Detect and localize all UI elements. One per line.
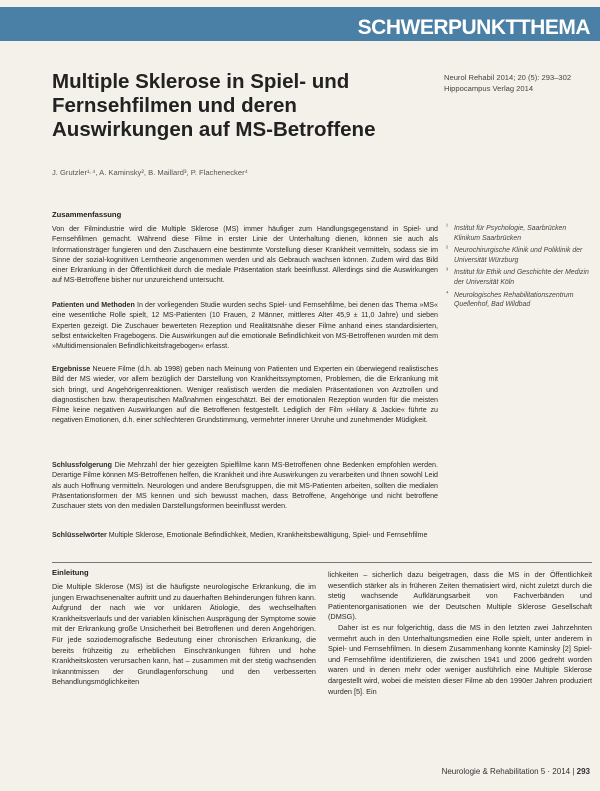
section-divider [52,562,592,563]
author-list: J. Grutzler¹·⁴, A. Kaminsky², B. Maillard³, P. Flachenecker⁴ [52,168,248,177]
affiliation-item [446,291,592,310]
affiliation-marker: ⁴ [446,290,449,297]
intro-heading: Einleitung [52,568,89,577]
affiliations [446,224,592,313]
affiliation-marker: ¹ [446,224,448,230]
affiliation-item [446,268,592,287]
page-number: 293 [576,767,590,776]
keywords-text: Multiple Sklerose, Emotionale Befindlichkeit, Medien, Krankheitsbewältigung, Spiel- und Fernsehfilme [108,531,428,539]
abstract-conclusion-text: Die Mehrzahl der hier gezeigten Spielfilme kann MS-Betroffenen ohne Bedenken empfohlen werden. Derartige Filme können MS-Betroffenen helfen, die Krankheit und ihre Auswirkungen zu verarbeiten und Ihnen sowohl Leid als auch Hoffnung vermitteln. Neurologen und andere Berufsgruppen, die mit MS-Patienten arbeiten, sollten die medialen Präsentationsformen der MS kennen und sich bewusst machen, dass Betroffene, Angehörige und nicht betroffene Zuschauer stets von den medialen Darstellungsformen beeinflusst werden. [52,461,438,511]
publisher: Hippocampus Verlag 2014 [444,84,534,93]
affiliation-item [446,246,592,265]
page-footer: Neurologie & Rehabilitation 5 · 2014 | 293 [441,767,590,776]
abstract-conclusion-label: Schlussfolgerung [52,461,112,469]
abstract-heading: Zusammenfassung [52,210,122,219]
affiliation-text: Institut für Ethik und Geschichte der Medizin der Universität Köln [454,269,589,286]
affiliation-marker: ³ [446,268,448,275]
keywords [52,530,438,540]
section-label: SCHWERPUNKTTHEMA [357,16,590,39]
body-paragraph: Daher ist es nur folgerichtig, dass die MS in den letzten zwei Jahrzehnten vermehrt auch in den Unterhaltungsmedien eine Rolle spielt, unter anderem in Spiel- und Fernsehfilmen. In diesem Zusammenhang konnte Kaminsky [2] Spiel- und Fernsehfilme identifizieren, die zwischen 1941 und 2006 gedreht worden waren und in denen mehr oder weniger ausführlich eine Multiple Sklerose dargestellt wird, wobei die meisten dieser Filme ab den 1990er Jahren produziert wurden [5]. Ein [328,622,592,696]
keywords-label: Schlüsselwörter [52,531,107,539]
affiliation-item [446,224,592,243]
affiliation-text: Neurochirurgische Klinik und Poliklinik der Universität Würzburg [454,247,583,264]
abstract-intro-text: Von der Filmindustrie wird die Multiple Sklerose (MS) immer häufiger zum Handlungsgegenstand in Spiel- und Fernsehfilmen gemacht. Während diese Filme in erster Linie der Unterhaltung dienen, können sie auch als Informationsträger fungieren und den Zuschauern eine bestimmte Vorstellung dieser Krankheit vermitteln, sodass sie im Sinne der sozial-kognitiven Lerntheorie angenommen werden und als Gebrauch wachsen können. Zudem wird das Bild einer Erkrankung in der Öffentlichkeit durch die mediale Präsentation stark beeinflusst. Allerdings sind die Auswirkungen auf MS-Betroffene bisher nur unzureichend untersucht. [52,225,438,285]
abstract-methods-label: Patienten und Methoden [52,301,135,309]
abstract-paragraph [52,300,438,351]
abstract-methods-text: In der vorliegenden Studie wurden sechs Spiel- und Fernsehfilme, bei denen das Thema »MS« eine wesentliche Rolle spielt, 12 MS-Patienten (10 Frauen, 2 Männer, mittleres Alter 45,9 ± 11,0 Jahre) und sieben Experten gezeigt. Die Zuschauer bewerteten Rezeption und Realitätsnähe dieser Filme anhand eines standardisierten, selbst entwickelten Fragebogens. Die Auswirkungen auf die emotionale Befindlichkeit von MS-Betroffenen wurden mit dem »Multidimensionalen Befindlichkeitsfragebogen« erfasst. [52,301,438,351]
article-title: Multiple Sklerose in Spiel- und Fernsehfilmen und deren Auswirkungen auf MS-Betroffene [52,70,376,141]
journal-name: Neurologie & Rehabilitation 5 · 2014 [441,767,571,776]
affiliation-text: Institut für Psychologie, Saarbrücken Klinikum Saarbrücken [454,225,567,242]
citation: Neurol Rehabil 2014; 20 (5): 293–302 [444,73,572,82]
affiliation-marker: ² [446,246,448,253]
body-paragraph: lichkeiten – sicherlich dazu beigetragen, dass die MS in der Öffentlichkeit wesentlich stärker als in früheren Zeiten thematisiert wird, nicht zuletzt durch die stetig wachsende Aufklärungsarbeit von Fachverbänden und Patientenorganisationen wie der Deutschen Multiple Sklerose Gesellschaft (DMSG). [328,570,592,622]
section-header-band [0,7,600,41]
publication-info [444,72,592,94]
body-column-left: Die Multiple Sklerose (MS) ist die häufigste neurologische Erkrankung, die im jungen Erwachsenenalter auftritt und zu dauerhaften Behinderungen führen kann. Aufgrund der nach wie vor unklaren Ätiologie, des wechselhaften Krankheitsverlaufs und der variablen klinischen Ausprägung der Symptome sowie mit der Erkrankung große Unsicherheit bei Betroffenen und deren Angehörigen. Für jede soziodemografische Bedeutung einer chronischen Erkrankung, die bereits frühzeitig zu erheblichen Einschränkungen führen und hohe Krankheitskosten verursachen kann, hat – zusammen mit der stetig wachsenden Inkanntmissen der Grundlagenforschung und den verbesserten Behandlungsmöglichkeiten [52,582,316,687]
affiliation-text: Neurologisches Rehabilitationszentrum Quellenhof, Bad Wildbad [454,291,574,309]
abstract-results-label: Ergebnisse [52,365,91,373]
abstract-paragraph [52,224,438,286]
body-column-right [328,570,592,697]
abstract-paragraph [52,460,438,511]
abstract-results-text: Neuere Filme (d.h. ab 1998) geben nach Meinung von Patienten und Experten ein überwiegend realistisches Bild der MS wieder, vor allem bezüglich der Darstellung von Krankheitssymptomen, Problemen, die die Erkrankung mit sich bringt, und Angehörigenreaktionen. Weniger realistisch werden die medialen Präsentationen von Arztrollen und diagnostischen bzw. therapeutischen Maßnahmen eingeschätzt. Bei der emotionalen Rezeption wurden für die meisten Filme keine negativen Auswirkungen auf die Betroffenen festgestellt. Lediglich der Film »Hilary & Jackie« führte zu negativen Emotionen, d.h. einer schlechteren Grundstimmung, vermehrter innerer Unruhe und zunehmender Müdigkeit. [52,365,438,425]
abstract-paragraph [52,364,438,426]
